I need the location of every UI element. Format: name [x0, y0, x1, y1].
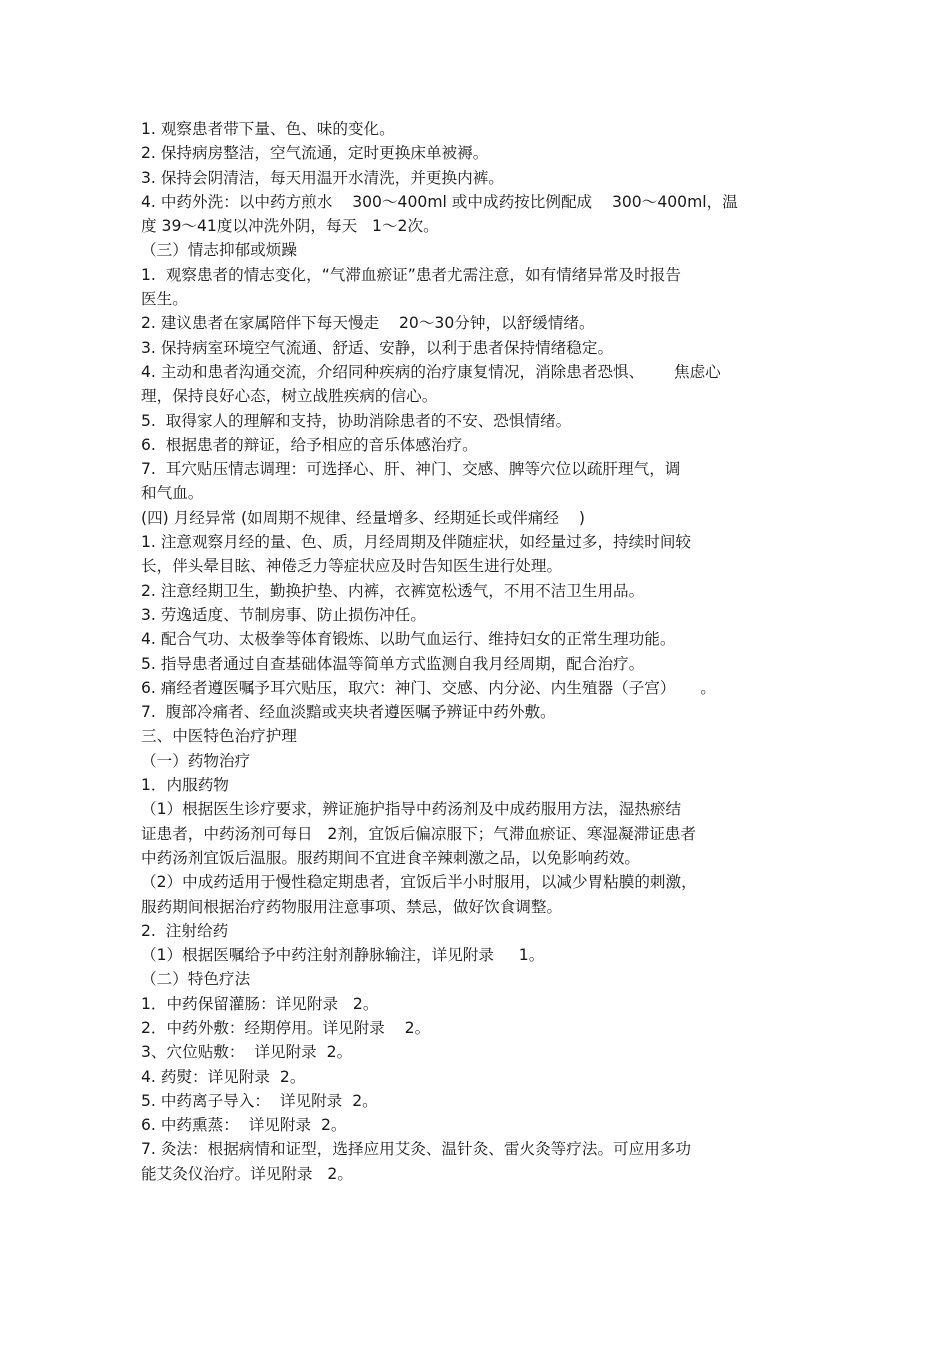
- text-line: （一）药物治疗: [141, 751, 251, 770]
- text-line: （1）根据医生诊疗要求，辨证施护指导中药汤剂及中成药服用方法，湿热瘀结: [141, 800, 682, 819]
- text-line: (四) 月经异常 (如周期不规律、经量增多、经期延长或伴痛经 ): [141, 508, 585, 527]
- text-line: 4. 配合气功、太极拳等体育锻炼、以助气血运行、维持妇女的正常生理功能。: [141, 630, 676, 649]
- text-line: 4. 药熨：详见附录 2。: [141, 1067, 306, 1086]
- text-line: 1. 观察患者的情志变化，“气滞血瘀证”患者尤需注意，如有情绪异常及时报告: [141, 265, 681, 284]
- text-line: 2．中药外敷：经期停用。详见附录 2。: [141, 1018, 431, 1037]
- text-line: （1）根据医嘱给予中药注射剂静脉输注，详见附录 1。: [141, 946, 545, 965]
- document-body: [141, 117, 821, 1186]
- text-line: 2. 保持病房整洁，空气流通，定时更换床单被褥。: [141, 144, 489, 163]
- text-line: 3、穴位贴敷： 详见附录 2。: [141, 1043, 353, 1062]
- text-line: 1. 注意观察月经的量、色、质，月经周期及伴随症状，如经量过多，持续时间较: [141, 533, 692, 552]
- text-line: 4. 主动和患者沟通交流，介绍同种疾病的治疗康复情况，消除患者恐惧、 焦虑心: [141, 362, 721, 381]
- text-line: 7. 灸法：根据病情和证型，选择应用艾灸、温针灸、雷火灸等疗法。可应用多功: [141, 1140, 692, 1159]
- text-line: 和气血。: [141, 484, 204, 503]
- text-line: （三）情志抑郁或烦躁: [141, 241, 297, 260]
- text-line: 3. 保持病室环境空气流通、舒适、安静，以利于患者保持情绪稳定。: [141, 338, 614, 357]
- text-line: 6. 根据患者的辩证，给予相应的音乐体感治疗。: [141, 435, 478, 454]
- text-line: 1．内服药物: [141, 776, 229, 795]
- text-line: 理，保持良好心态，树立战胜疾病的信心。: [141, 387, 438, 406]
- text-line: 5. 指导患者通过自查基础体温等简单方式监测自我月经周期，配合治疗。: [141, 654, 645, 673]
- text-line: 服药期间根据治疗药物服用注意事项、禁忌，做好饮食调整。: [141, 897, 563, 916]
- text-line: （2）中成药适用于慢性稳定期患者，宜饭后半小时服用，以减少胃粘膜的刺激，: [141, 873, 697, 892]
- text-line: 能艾灸仪治疗。详见附录 2。: [141, 1164, 353, 1183]
- text-line: 2. 注意经期卫生，勤换护垫、内裤，衣裤宽松透气，不用不洁卫生用品。: [141, 581, 645, 600]
- text-line: 长，伴头晕目眩、神倦乏力等症状应及时告知医生进行处理。: [141, 557, 563, 576]
- text-line: 2. 建议患者在家属陪伴下每天慢走 20～30分钟，以舒缓情绪。: [141, 314, 595, 333]
- text-line: 6. 中药熏蒸： 详见附录 2。: [141, 1116, 347, 1135]
- text-line: 6. 痛经者遵医嘱予耳穴贴压，取穴：神门、交感、内分泌、内生殖器（子宫） 。: [141, 678, 716, 697]
- text-line: 证患者，中药汤剂可每日 2剂，宜饭后偏凉服下；气滞血瘀证、寒湿凝滞证患者: [141, 824, 696, 843]
- text-line: 2. 注射给药: [141, 921, 229, 940]
- text-line: 4. 中药外洗：以中药方煎水 300～400ml 或中成药按比例配成 300～400ml，温: [141, 192, 738, 211]
- text-line: 医生。: [141, 290, 188, 309]
- text-line: 7. 腹部冷痛者、经血淡黯或夹块者遵医嘱予辨证中药外敷。: [141, 703, 556, 722]
- text-line: 三、中医特色治疗护理: [141, 727, 297, 746]
- text-line: （二）特色疗法: [141, 970, 251, 989]
- text-line: 3. 劳逸适度、节制房事、防止损伤冲任。: [141, 605, 426, 624]
- text-line: 5. 中药离子导入： 详见附录 2。: [141, 1091, 378, 1110]
- text-line: 5. 取得家人的理解和支持，协助消除患者的不安、恐惧情绪。: [141, 411, 572, 430]
- text-line: 1. 观察患者带下量、色、味的变化。: [141, 120, 395, 138]
- text-line: 1．中药保留灌肠：详见附录 2。: [141, 994, 379, 1013]
- text-line: 中药汤剂宜饭后温服。服药期间不宜进食辛辣刺激之品，以免影响药效。: [141, 848, 641, 867]
- text-line: 度 39～41度以冲洗外阴，每天 1～2次。: [141, 217, 439, 236]
- text-line: 7. 耳穴贴压情志调理：可选择心、肝、神门、交感、脾等穴位以疏肝理气，调: [141, 460, 681, 479]
- text-line: 3. 保持会阴清洁，每天用温开水清洗，并更换内裤。: [141, 168, 504, 187]
